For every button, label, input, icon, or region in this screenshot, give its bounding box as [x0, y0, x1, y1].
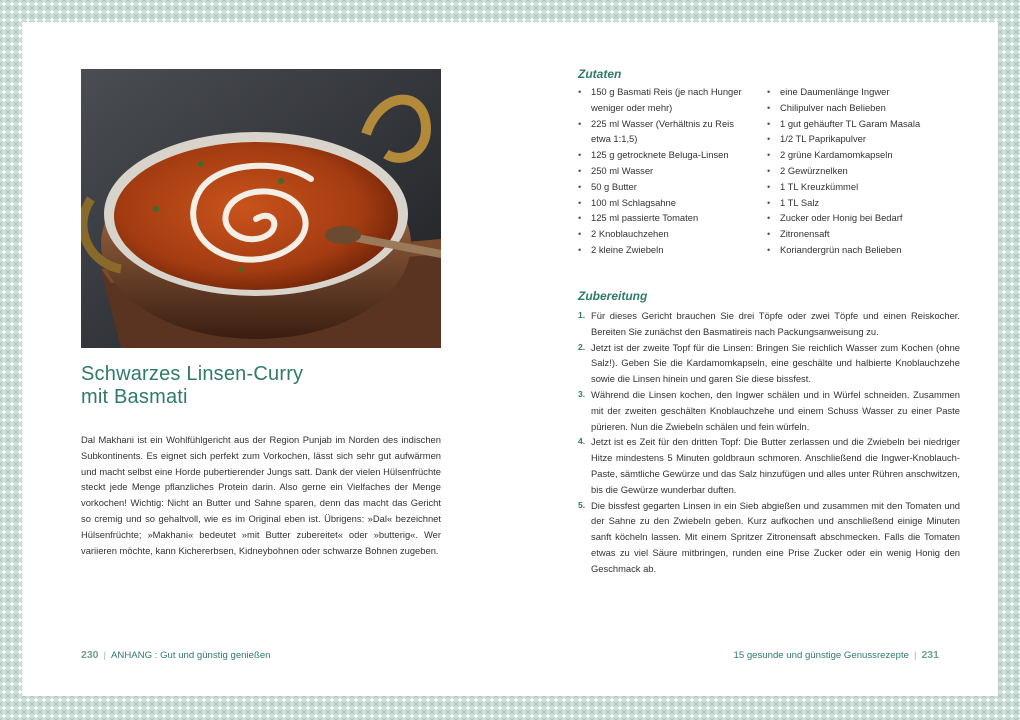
ingredient-item: • eine Daumenlänge Ingwer	[767, 84, 957, 100]
page-number-left: 230	[81, 649, 99, 661]
ingredient-item: • Zitronensaft	[767, 226, 957, 242]
step-text: Für dieses Gericht brauchen Sie drei Töpfe oder zwei Töpfe und einen Reiskocher. Bereiten Sie zunächst den Basmatireis nach Packungsanweisung zu.	[591, 310, 960, 337]
footer-section: ANHANG	[111, 650, 153, 661]
footer-section-title: : Gut und günstig genießen	[154, 650, 271, 661]
ingredient-item: • 250 ml Wasser	[578, 163, 748, 179]
ingredients-list-1	[578, 84, 748, 258]
dish-photo	[81, 69, 441, 348]
page-number-right: 231	[921, 649, 939, 661]
ingredient-item: • Zucker oder Honig bei Bedarf	[767, 210, 957, 226]
book-spread	[22, 22, 998, 696]
ingredient-item: • 2 Knoblauchzehen	[578, 226, 748, 242]
ingredient-item: • 2 Gewürznelken	[767, 163, 957, 179]
method-step	[578, 498, 960, 577]
footer-separator: |	[103, 650, 107, 661]
ingredients-list-2	[767, 84, 957, 258]
method-step	[578, 387, 960, 434]
ingredient-item: • 125 g getrocknete Beluga-Linsen	[578, 147, 748, 163]
method-heading: Zubereitung	[578, 289, 648, 303]
ingredient-item: • 2 kleine Zwiebeln	[578, 242, 748, 258]
step-number: 4.	[578, 436, 586, 447]
ingredient-item: • 1 TL Kreuzkümmel	[767, 179, 957, 195]
ingredient-item: • 1 gut gehäufter TL Garam Masala	[767, 116, 957, 132]
footer-left	[81, 649, 271, 661]
footer-right	[733, 649, 939, 661]
method-steps	[578, 308, 960, 577]
footer-book-title: 15 gesunde und günstige Genussrezepte	[733, 650, 909, 661]
method-step	[578, 340, 960, 387]
recipe-title-line-1: Schwarzes Linsen-Curry	[81, 363, 304, 385]
step-text: Jetzt ist der zweite Topf für die Linsen: Bringen Sie reichlich Wasser zum Kochen (ohne Salz!). Geben Sie die Kardamomkapseln, eine geschälte und halbierte Knoblauchzehe sowie die Linsen hinein und garen Sie diese bissfest.	[591, 341, 960, 385]
ingredient-item: • 2 grüne Kardamomkapseln	[767, 147, 957, 163]
footer-separator: |	[913, 650, 917, 661]
curry-bowl-illustration	[81, 69, 441, 348]
intro-paragraph: Dal Makhani ist ein Wohlfühlgericht aus der Region Punjab im Norden des indischen Subkontinents. Es eignet sich perfekt zum Vorkochen, lässt sich sehr gut aufwärmen und macht selbst eine Horde pubertierender Jungs satt. Dank der vielen Hülsenfrüchte steckt jede Menge pflanzliches Protein darin. Also gerne ein Vielfaches der Menge vorkochen! Wichtig: Nicht an Butter und Sahne sparen, denn das macht das Gericht so cremig und so gehaltvoll, wie es im Original eben ist. Übrigens: »Dal« bezeichnet Hülsenfrüchte; »Makhani« bedeutet »mit Butter zubereitet« oder »butterig«. Wer variieren möchte, kann Kichererbsen, Kidneybohnen oder schwarze Bohnen zugeben.	[81, 434, 441, 556]
ingredient-item: • 50 g Butter	[578, 179, 748, 195]
step-number: 1.	[578, 310, 586, 320]
recipe-title-line-2: mit Basmati	[81, 386, 188, 408]
ingredient-item: • 1 TL Salz	[767, 195, 957, 211]
step-number: 5.	[578, 499, 586, 510]
step-number: 2.	[578, 341, 586, 352]
step-number: 3.	[578, 388, 586, 399]
recipe-title	[81, 363, 441, 409]
ingredient-item: • Koriandergrün nach Belieben	[767, 242, 957, 258]
step-text: Während die Linsen kochen, den Ingwer schälen und in Würfel schneiden. Zusammen mit der zweiten geschälten Knoblauchzehe und einem Schuss Wasser zu einer Paste pürieren. Nun die Zwiebeln schälen und fein würfeln.	[591, 388, 960, 432]
method-step	[578, 434, 960, 497]
ingredient-item: • 125 ml passierte Tomaten	[578, 210, 748, 226]
ingredients-heading: Zutaten	[578, 67, 622, 81]
step-text: Die bissfest gegarten Linsen in ein Sieb abgießen und zusammen mit den Tomaten und der Sahne zu den Zwiebeln geben. Kurz aufkochen und anschließend einige Minuten sanft köcheln lassen. Mit einem Spritzer Zitronensaft abschmecken. Falls die Tomaten etwas zu viel Säure mitbringen, runden eine Prise Zucker oder ein wenig Honig den Geschmack ab.	[591, 499, 960, 574]
ingredient-item: • 1/2 TL Paprikapulver	[767, 131, 957, 147]
step-text: Jetzt ist es Zeit für den dritten Topf: Die Butter zerlassen und die Zwiebeln bei niedriger Hitze mindestens 5 Minuten goldbraun schmoren. Anschließend die Ingwer-Knoblauch-Paste, sämtliche Gewürze und das Salz hinzufügen und alles unter Rühren anschwitzen, bis die Gewürze wunderbar duften.	[591, 436, 960, 495]
ingredient-item: • Chilipulver nach Belieben	[767, 100, 957, 116]
ingredient-item: • 225 ml Wasser (Verhältnis zu Reis etwa 1:1,5)	[578, 116, 748, 148]
ingredient-item: • 150 g Basmati Reis (je nach Hunger weniger oder mehr)	[578, 84, 748, 116]
method-step	[578, 308, 960, 340]
ingredient-item: • 100 ml Schlagsahne	[578, 195, 748, 211]
